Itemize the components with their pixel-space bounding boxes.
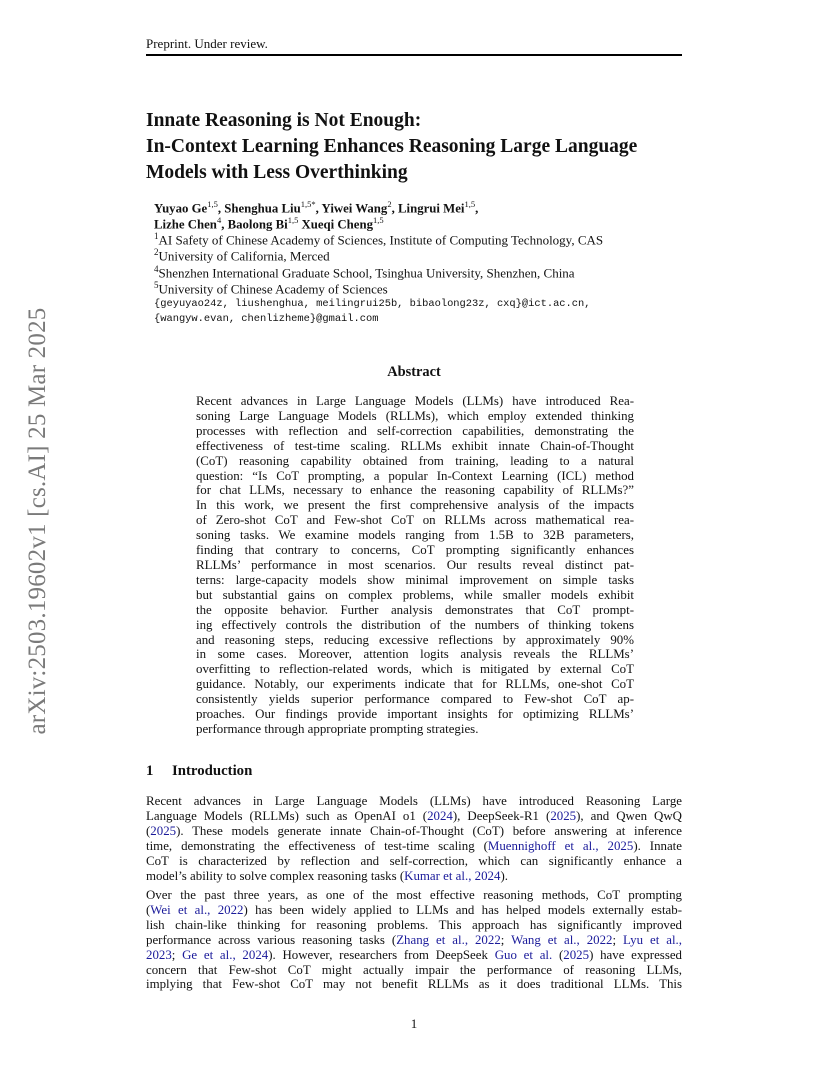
- citation-link[interactable]: Muennighoff et al., 2025: [487, 838, 634, 853]
- body-line: (2025). These models generate innate Chain-of-Thought (CoT) before answering at inference: [146, 823, 682, 838]
- abstract-heading: Abstract: [387, 364, 441, 380]
- body-line: concern that Few-shot CoT might actually impair the performance of reasoning LLMs,: [146, 962, 682, 977]
- abstract-line: performance through appropriate prompting strategies.: [196, 721, 479, 736]
- title-line: Models with Less Overthinking: [146, 162, 408, 183]
- author-affil-sup: 1,5: [464, 199, 476, 209]
- body-line: 2023; Ge et al., 2024). However, researchers from DeepSeek Guo et al. (2025) have expressed: [146, 947, 683, 962]
- abstract-line: ing effectively controls the distribution of the numbers of thinking tokens: [196, 617, 634, 632]
- abstract-line: question: “Is CoT prompting, a popular In-Context Learning (ICL) method: [196, 468, 634, 483]
- affiliation: [154, 264, 575, 281]
- abstract-line: in some cases. Moreover, attention logits analysis reveals the RLLMs’: [196, 647, 634, 662]
- section-heading-introduction: [146, 763, 252, 780]
- abstract-line: effectiveness of test-time scaling. RLLMs exhibit innate Chain-of-Thought: [196, 438, 634, 453]
- abstract-line: the opposite behavior. Further analysis demonstrates that CoT prompt-: [196, 602, 634, 617]
- author-affil-sup: 1,5*: [300, 199, 316, 209]
- page-number: 1: [410, 1016, 418, 1031]
- affiliation-sup: 5: [154, 280, 159, 290]
- author-affil-sup: 1,5: [372, 215, 384, 225]
- abstract-line: finding that contrary to concerns, CoT prompting significantly enhances: [196, 543, 634, 558]
- abstract-line: proaches. Our findings provide important insights for optimizing RLLMs’: [196, 707, 634, 722]
- citation-link[interactable]: Wang et al., 2022: [511, 932, 613, 947]
- body-line: Over the past three years, as one of the most effective reasoning methods, CoT prompting: [146, 888, 682, 902]
- author-name: Yuyao Ge: [154, 201, 208, 216]
- body-line: Recent advances in Large Language Models (LLMs) have introduced Reasoning Large: [146, 794, 682, 808]
- author-affil-sup: 2: [387, 199, 392, 209]
- abstract-line: (CoT) reasoning capability obtained from training, leading to a natural: [196, 453, 634, 468]
- citation-link[interactable]: 2025: [150, 823, 177, 838]
- header-rule: [146, 54, 682, 56]
- section-number: 1: [146, 763, 154, 779]
- affiliation: [154, 280, 388, 297]
- section-title: Introduction: [172, 763, 253, 779]
- intro-paragraph-2: [146, 888, 682, 992]
- body-line: model’s ability to solve complex reasoning tasks (Kumar et al., 2024).: [146, 868, 508, 883]
- author-name: Yiwei Wang: [321, 201, 388, 216]
- email-line: {geyuyao24z, liushenghua, meilingrui25b, bibaolong23z, cxq}@ict.ac.cn,: [154, 298, 591, 310]
- arxiv-stamp: arXiv:2503.19602v1 [cs.AI] 25 Mar 2025: [24, 307, 51, 735]
- body-line: (Wei et al., 2022) has been widely applied to LLMs and has helped models externally estab-: [146, 902, 682, 917]
- abstract-line: RLLMs’ performance in most scenarios. Our results reveal distinct pat-: [196, 557, 634, 572]
- citation-link[interactable]: Lyu et al.,: [623, 932, 683, 947]
- author-name: Shenghua Liu: [224, 201, 301, 216]
- abstract-body: [196, 394, 634, 737]
- abstract-line: overfitting to reflection-related words, which is mitigated by external CoT: [196, 662, 634, 677]
- running-header: Preprint. Under review.: [146, 36, 268, 51]
- body-line: CoT is characterized by reflection and self-correction, which can significantly enhance a: [146, 853, 682, 868]
- abstract-line: of Zero-shot CoT and Few-shot CoT on RLLMs across mathematical rea-: [196, 513, 634, 528]
- abstract-line: processes with reflection and self-correction capabilities, demonstrating the: [196, 423, 634, 438]
- abstract-line: consistently yields superior performance compared to Few-shot CoT ap-: [196, 692, 634, 707]
- affiliation: [154, 231, 603, 248]
- abstract-line: In this work, we present the first comprehensive analysis of the impacts: [196, 498, 634, 513]
- email-line: {wangyw.evan, chenlizheme}@gmail.com: [154, 313, 379, 325]
- author-affil-sup: 1,5: [287, 215, 299, 225]
- abstract-line: soning tasks. We examine models ranging from 1.5B to 32B parameters,: [196, 528, 634, 543]
- affiliation-text: University of California, Merced: [158, 248, 330, 264]
- citation-link[interactable]: Kumar et al., 2024: [404, 868, 501, 883]
- author-list-line-2: Lizhe Chen$^4$, Baolong Bi$^{1,5}$ Xueqi Cheng$^{1,5}$: [154, 215, 384, 232]
- affiliation-sup: 2: [154, 247, 159, 257]
- body-line: lish chain-like thinking for reasoning problems. This approach has significantly improved: [146, 917, 682, 932]
- abstract-line: Recent advances in Large Language Models (LLMs) have introduced Rea-: [196, 394, 634, 408]
- author-affil-sup: 1,5: [207, 199, 218, 209]
- citation-link[interactable]: Guo et al.: [494, 947, 553, 962]
- abstract-line: but substantial gains on complex problems, while smaller models exhibit: [196, 587, 634, 602]
- author-name: Lingrui Mei: [397, 201, 465, 216]
- abstract-line: guidance. Notably, our experiments indicate that for RLLMs, one-shot CoT: [196, 677, 634, 692]
- author-list-line-1: Yuyao Ge$^{1,5}$, Shenghua Liu$^{1,5*}$, Yiwei Wang$^2$, Lingrui Mei$^{1,5}$,: [154, 199, 479, 216]
- affiliation: [154, 247, 330, 264]
- citation-link[interactable]: Wei et al., 2022: [150, 902, 244, 917]
- affiliation-sup: 1: [154, 231, 159, 241]
- title-line: In-Context Learning Enhances Reasoning Large Language: [146, 136, 638, 157]
- citation-link[interactable]: Zhang et al., 2022: [396, 932, 501, 947]
- citation-link[interactable]: 2025: [563, 947, 590, 962]
- body-line: implying that Few-shot CoT may not benefit RLLMs as it does traditional LLMs. This: [146, 977, 682, 992]
- affiliation-text: AI Safety of Chinese Academy of Sciences, Institute of Computing Technology, CAS: [158, 232, 604, 248]
- author-affil-sup: 4: [216, 215, 222, 225]
- citation-link[interactable]: 2023: [146, 947, 172, 962]
- citation-link[interactable]: 2024: [427, 808, 453, 823]
- abstract-line: and reasoning steps, reducing excessive reflections by approximately 90%: [196, 632, 634, 647]
- body-line: time, demonstrating the effectiveness of test-time scaling (Muennighoff et al., 2025). Innate: [146, 838, 682, 853]
- abstract-line: soning Large Language Models (RLLMs), which employ extended thinking: [196, 408, 634, 423]
- author-name: Xueqi Cheng: [301, 217, 373, 232]
- paper-title: [146, 108, 706, 186]
- author-name: Lizhe Chen: [154, 217, 217, 232]
- abstract-line: for chat LLMs, necessary to enhance the reasoning capability of RLLMs?”: [196, 483, 634, 498]
- affiliation-text: University of Chinese Academy of Sciences: [158, 281, 388, 297]
- body-line: Language Models (RLLMs) such as OpenAI o1 (2024), DeepSeek-R1 (2025), and Qwen QwQ: [146, 808, 682, 823]
- affiliation-text: Shenzhen International Graduate School, Tsinghua University, Shenzhen, China: [158, 265, 575, 281]
- author-name: Baolong Bi: [227, 217, 288, 232]
- body-line: performance across various reasoning tasks (Zhang et al., 2022; Wang et al., 2022; Lyu et al.,: [146, 932, 683, 947]
- citation-link[interactable]: 2025: [550, 808, 577, 823]
- title-line: Innate Reasoning is Not Enough:: [146, 110, 422, 131]
- citation-link[interactable]: Ge et al., 2024: [182, 947, 269, 962]
- abstract-line: terns: large-capacity models show minimal improvement on simple tasks: [196, 572, 634, 587]
- intro-paragraph-1: [146, 794, 682, 883]
- affiliation-sup: 4: [154, 264, 159, 274]
